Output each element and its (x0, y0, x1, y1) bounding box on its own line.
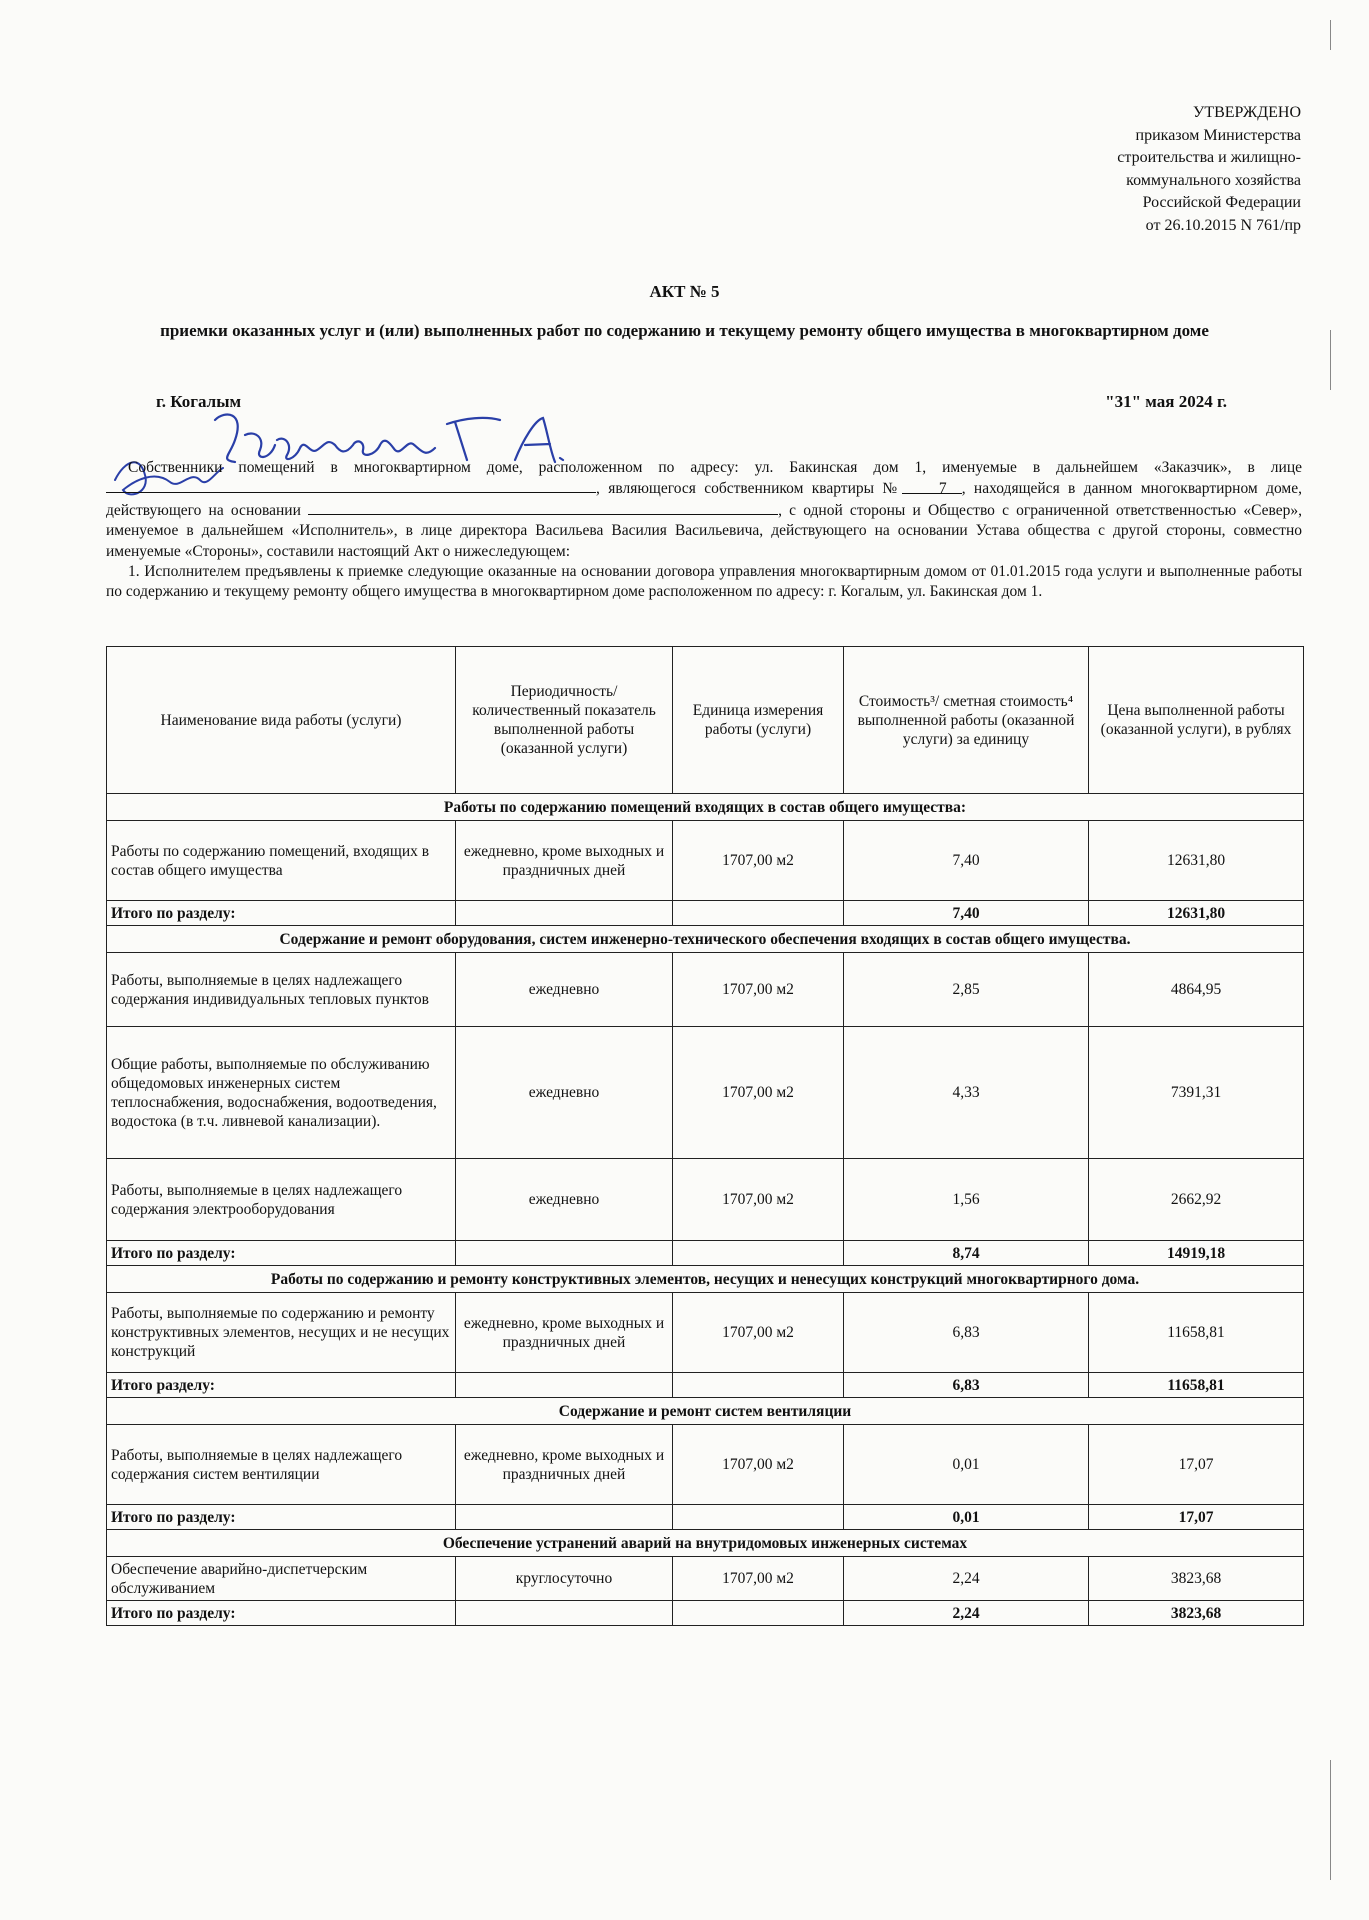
work-price: 11658,81 (1089, 1293, 1304, 1373)
section-total-row (107, 1241, 1304, 1266)
table-row (107, 953, 1304, 1027)
work-price: 2662,92 (1089, 1159, 1304, 1241)
work-period: ежедневно, кроме выходных и праздничных дней (456, 821, 673, 901)
work-unit: 1707,00 м2 (673, 1293, 844, 1373)
work-rate: 6,83 (844, 1293, 1089, 1373)
total-label: Итого по разделу: (107, 1601, 456, 1626)
work-period: ежедневно (456, 1027, 673, 1159)
work-rate: 1,56 (844, 1159, 1089, 1241)
section-title: Содержание и ремонт оборудования, систем инженерно-технического обеспечения входящих в состав общего имущества. (107, 926, 1304, 953)
representative-blank (106, 478, 596, 493)
section-title-row (107, 1398, 1304, 1425)
work-unit: 1707,00 м2 (673, 953, 844, 1027)
table-row (107, 821, 1304, 901)
column-header: Единица измерения работы (услуги) (673, 647, 844, 794)
work-period: круглосуточно (456, 1557, 673, 1601)
intro-paragraph-services: 1. Исполнителем предъявлены к приемке следующие оказанные на основании договора управления многоквартирным домом от 01.01.2015 года услуги и выполненные работы по содержанию и текущему ремонту общего имущества в многоквартирном доме расположенном по адресу: г. Когалым, ул. Бакинская дом 1. (106, 563, 1302, 601)
work-price: 17,07 (1089, 1425, 1304, 1505)
total-rate: 0,01 (844, 1505, 1089, 1530)
works-table (106, 646, 1304, 1626)
section-title: Обеспечение устранений аварий на внутридомовых инженерных системах (107, 1530, 1304, 1557)
total-label: Итого по разделу: (107, 1505, 456, 1530)
table-row (107, 1557, 1304, 1601)
work-period: ежедневно, кроме выходных и праздничных дней (456, 1425, 673, 1505)
column-header: Периодичность/ количественный показатель выполненной работы (оказанной услуги) (456, 647, 673, 794)
table-header-row (107, 647, 1304, 794)
work-rate: 7,40 (844, 821, 1089, 901)
intro-paragraph-parties (106, 458, 1302, 562)
work-price: 7391,31 (1089, 1027, 1304, 1159)
apartment-number: 7 (902, 479, 962, 494)
intro-text: , с одной стороны и Общество с ограниченной ответственностью «Север», именуемое в дальнейшем «Исполнитель», в лице директора Васильева Василия Васильевича, действующего на основании Устава общества с другой стороны, совместно именуемые «Стороны», составили настоящий Акт о нижеследующем: (106, 501, 1303, 560)
total-price: 3823,68 (1089, 1601, 1304, 1626)
approval-line: коммунального хозяйства (1126, 171, 1301, 189)
table-row (107, 1293, 1304, 1373)
work-unit: 1707,00 м2 (673, 821, 844, 901)
scan-artifact (1330, 20, 1331, 50)
table-row (107, 1425, 1304, 1505)
section-total-row (107, 1601, 1304, 1626)
work-rate: 2,85 (844, 953, 1089, 1027)
section-title-row (107, 926, 1304, 953)
basis-blank (308, 500, 778, 515)
act-title: АКТ № 5 (649, 282, 720, 301)
work-name: Общие работы, выполняемые по обслуживанию общедомовых инженерных систем теплоснабжения, водоснабжения, водоотведения, водостока (в т.ч. ливневой канализации). (107, 1027, 456, 1159)
column-header: Наименование вида работы (услуги) (107, 647, 456, 794)
section-total-row (107, 1505, 1304, 1530)
work-period: ежедневно (456, 953, 673, 1027)
total-rate: 2,24 (844, 1601, 1089, 1626)
work-period: ежедневно, кроме выходных и праздничных дней (456, 1293, 673, 1373)
work-price: 12631,80 (1089, 821, 1304, 901)
act-subtitle: приемки оказанных услуг и (или) выполненных работ по содержанию и текущему ремонту общего имущества в многоквартирном доме (160, 321, 1209, 340)
table-row (107, 1027, 1304, 1159)
section-title-row (107, 1266, 1304, 1293)
section-title-row (107, 1530, 1304, 1557)
act-intro (106, 458, 1302, 603)
section-title: Работы по содержанию и ремонту конструктивных элементов, несущих и ненесущих конструкций многоквартирного дома. (107, 1266, 1304, 1293)
work-unit: 1707,00 м2 (673, 1159, 844, 1241)
work-name: Работы, выполняемые в целях надлежащего содержания систем вентиляции (107, 1425, 456, 1505)
section-total-row (107, 1373, 1304, 1398)
intro-text: , являющегося собственником квартиры № (596, 480, 902, 498)
total-label: Итого по разделу: (107, 901, 456, 926)
approval-stamp (1117, 102, 1301, 237)
work-unit: 1707,00 м2 (673, 1557, 844, 1601)
total-rate: 8,74 (844, 1241, 1089, 1266)
total-rate: 6,83 (844, 1373, 1089, 1398)
approval-line: от 26.10.2015 N 761/пр (1145, 216, 1301, 234)
work-unit: 1707,00 м2 (673, 1027, 844, 1159)
total-rate: 7,40 (844, 901, 1089, 926)
total-price: 12631,80 (1089, 901, 1304, 926)
section-title-row (107, 794, 1304, 821)
work-rate: 0,01 (844, 1425, 1089, 1505)
total-price: 17,07 (1089, 1505, 1304, 1530)
approval-line: Российской Федерации (1142, 194, 1301, 211)
work-name: Обеспечение аварийно-диспетчерским обслуживанием (107, 1557, 456, 1601)
work-name: Работы, выполняемые в целях надлежащего содержания электрооборудования (107, 1159, 456, 1241)
total-price: 11658,81 (1089, 1373, 1304, 1398)
approval-line: приказом Министерства (1135, 126, 1301, 144)
work-name: Работы по содержанию помещений, входящих в состав общего имущества (107, 821, 456, 901)
intro-text: , находящейся в данном многоквартирном доме, действующего на основании (106, 480, 1302, 519)
act-city: г. Когалым (156, 392, 242, 411)
act-date: "31" мая 2024 г. (1105, 392, 1227, 411)
work-price: 4864,95 (1089, 953, 1304, 1027)
scan-artifact (1330, 1760, 1331, 1880)
work-price: 3823,68 (1089, 1557, 1304, 1601)
section-title: Работы по содержанию помещений входящих в состав общего имущества: (107, 794, 1304, 821)
approval-line: УТВЕРЖДЕНО (1192, 104, 1301, 121)
work-period: ежедневно (456, 1159, 673, 1241)
scan-artifact (1330, 330, 1331, 390)
total-price: 14919,18 (1089, 1241, 1304, 1266)
work-name: Работы, выполняемые в целях надлежащего содержания индивидуальных тепловых пунктов (107, 953, 456, 1027)
column-header: Цена выполненной работы (оказанной услуги), в рублях (1089, 647, 1304, 794)
total-label: Итого разделу: (107, 1373, 456, 1398)
intro-text: Собственники помещений в многоквартирном доме, расположенном по адресу: ул. Бакинская дом 1, именуемые в дальнейшем «Заказчик», в лице (128, 459, 1302, 476)
work-name: Работы, выполняемые по содержанию и ремонту конструктивных элементов, несущих и не несущих конструкций (107, 1293, 456, 1373)
approval-line: строительства и жилищно- (1117, 149, 1301, 166)
section-total-row (107, 901, 1304, 926)
work-unit: 1707,00 м2 (673, 1425, 844, 1505)
work-rate: 4,33 (844, 1027, 1089, 1159)
work-rate: 2,24 (844, 1557, 1089, 1601)
table-row (107, 1159, 1304, 1241)
column-header: Стоимость³/ сметная стоимость⁴ выполненной работы (оказанной услуги) за единицу (844, 647, 1089, 794)
total-label: Итого по разделу: (107, 1241, 456, 1266)
section-title: Содержание и ремонт систем вентиляции (107, 1398, 1304, 1425)
